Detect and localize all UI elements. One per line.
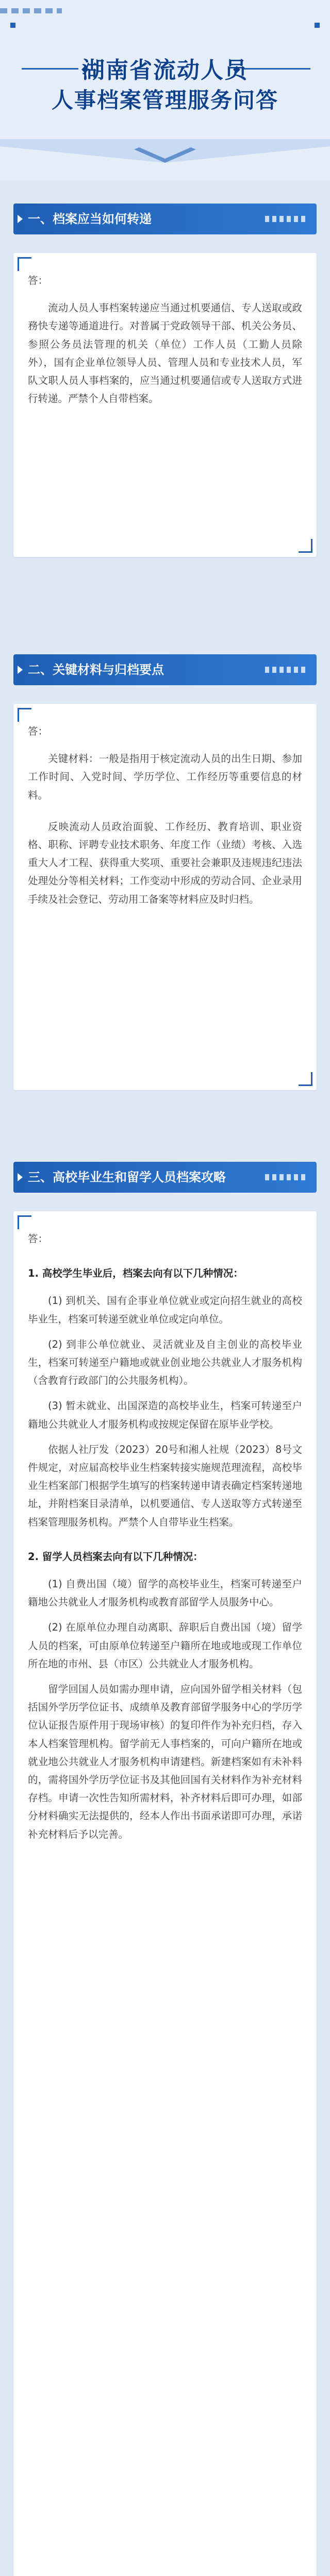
paragraph: 反映流动人员政治面貌、工作经历、教育培训、职业资格、职称、评聘专业技术职务、年度工作（业绩）考核、入选重大人才工程、获得重大奖项、重要社会兼职及违规违纪违法处理处分等相关材料；工作变动中形成的劳动合同、企业录用手续及社会登记、劳动用工备案等材料应及时归档。 [28,820,302,905]
corner-square-icon [315,23,320,28]
bracket-corner-icon [299,1072,312,1086]
answer-label: 答： [28,275,48,286]
list-item: (2) 到非公单位就业、灵活就业及自主创业的高校毕业生，档案可转递至户籍地或就业创业地公共就业人才服务机构（含教育行政部门的公共服务机构）。 [28,1338,302,1387]
answer-card [13,1211,317,2576]
dots-decoration-icon [265,667,306,673]
triangle-icon [18,666,23,674]
bracket-corner-icon [18,708,31,722]
list-item: 留学回国人员如需办理申请，应向国外留学相关材料（包括国外学历学位证书、成绩单及教育部留学服务中心的学历学位认证报告原件用于现场审核）的复印件作为补充归档，存入本人档案管理机构。留学前无人事档案的，可向户籍所在地或就业地公共就业人才服务机构申请建档。新建档案如有未补料的，需将国外学历学位证书及其他回国有关材料作为补充材料存档。申请一次性告知所需材料，补齐材料后即可办理，如部分材料确实无法提供的，经本人作出书面承诺即可办理，承诺补充材料后予以完善。 [28,1683,302,1840]
list-item: (3) 暂未就业、出国深造的高校毕业生，档案可转递至户籍地公共就业人才服务机构或按规定保留在原毕业学校。 [28,1400,302,1430]
section-title: 一、档案应当如何转递 [28,212,152,226]
section-2 [13,654,317,1082]
header-stripe-decoration [0,8,62,13]
list-item: (1) 自费出国（境）留学的高校毕业生，档案可转递至户籍地公共就业人才服务机构或教育部留学人员服务中心。 [28,1578,302,1608]
page-title-line1: 湖南省流动人员 [82,57,248,83]
paragraph: 关键材料：一般是指用于核定流动人员的出生日期、参加工作时间、入党时间、学历学位、工作经历等重要信息的材料。 [28,753,302,801]
section-1 [13,204,317,559]
header-chevron-decoration [0,139,330,170]
section-header [13,654,317,685]
paragraph: 流动人员人事档案转递应当通过机要通信、专人送取或政務快专递等通道进行。对普属于党政领导干部、机关公务员、参照公务员法管理的机关（单位）工作人员（工勤人员除外），国有企业单位领导人员、管理人员和专业技术人员，军队文职人员人事档案的，应当通过机要通信或专人送取方式进行转递。严禁个人自带档案。 [28,302,302,405]
dots-decoration-icon [265,1174,306,1180]
answer-label: 答： [28,1233,48,1245]
subheading: 1. 高校学生毕业后，档案去向有以下几种情况： [28,1267,243,1280]
answer-card [13,253,317,557]
bracket-corner-icon [299,539,312,553]
section-title: 二、关键材料与归档要点 [28,663,164,677]
section-title: 三、高校毕业生和留学人员档案攻略 [28,1170,226,1184]
list-item: 依据人社厅发（2023）20号和湘人社规（2023）8号文件规定，对应届高校毕业生档案转接实施规范理流程，高校毕业生档案部门根据学生填写的档案转递申请表确定档案转递地址，并附档案目录清单，以机要通信、专人送取等方式转递至档案管理服务机构。严禁个人自带毕业生档案。 [28,1443,302,1528]
section-header [13,204,317,234]
subheading: 2. 留学人员档案去向有以下几种情况： [28,1550,203,1563]
answer-label: 答： [28,725,48,737]
bracket-corner-icon [18,257,31,271]
list-item: (1) 到机关、国有企事业单位就业或定向招生就业的高校毕业生，档案可转递至就业单位或定向单位。 [28,1295,302,1325]
section-header [13,1162,317,1193]
triangle-icon [18,215,23,223]
dots-decoration-icon [265,216,306,222]
triangle-icon [18,1173,23,1181]
answer-card [13,704,317,1090]
page-title-line2: 人事档案管理服务问答 [51,88,278,113]
header-banner [0,0,330,180]
section-3 [13,1162,317,2576]
bracket-corner-icon [18,1215,31,1229]
corner-square-icon [10,23,15,28]
list-item: (2) 在原单位办理自动离职、辞职后自费出国（境）留学人员的档案，可由原单位转递至户籍所在地或地或现工作单位所在地的市州、县（市区）公共就业人才服务机构。 [28,1621,302,1670]
